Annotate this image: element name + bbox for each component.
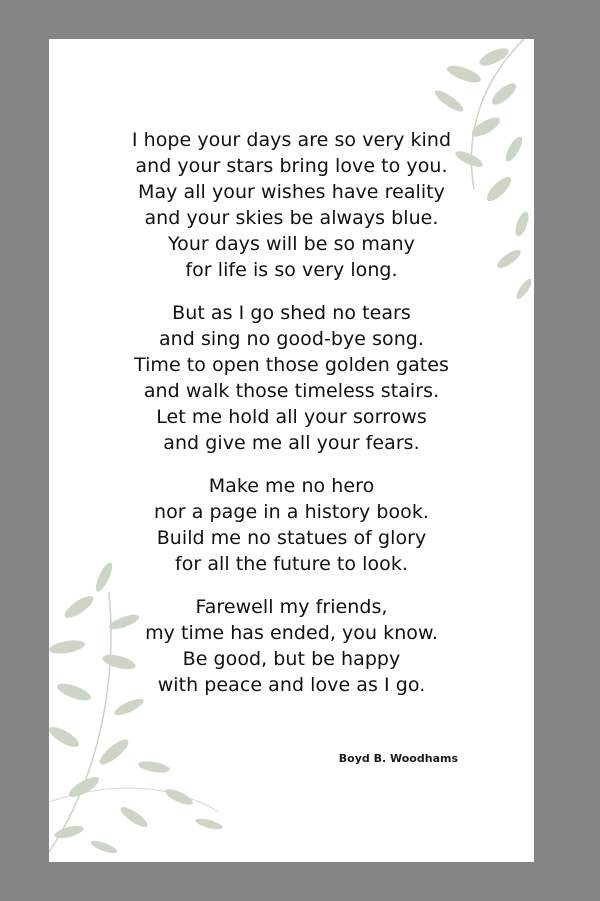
poem-card: [49, 39, 534, 862]
poem-line: But as I go shed no tears: [172, 302, 411, 324]
poem-line: my time has ended, you know.: [145, 622, 438, 644]
stanza-4: [49, 594, 534, 698]
poem-body: [49, 127, 534, 715]
stanza-3: [49, 473, 534, 577]
poem-line: Time to open those golden gates: [134, 354, 449, 376]
poem-line: I hope your days are so very kind: [131, 129, 452, 151]
poem-line: and give me all your fears.: [163, 432, 420, 454]
poem-line: Farewell my friends,: [195, 596, 388, 618]
poem-line: and your skies be always blue.: [144, 207, 439, 229]
poem-line: and sing no good-bye song.: [158, 328, 425, 350]
poem-line: for all the future to look.: [174, 553, 408, 575]
poem-line: nor a page in a history book.: [154, 501, 429, 523]
poem-line: for life is so very long.: [185, 259, 398, 281]
poem-line: May all your wishes have reality: [138, 181, 445, 203]
poem-line: Make me no hero: [208, 475, 375, 497]
poem-line: Let me hold all your sorrows: [156, 406, 427, 428]
poem-line: and your stars bring love to you.: [135, 155, 448, 177]
stanza-2: [49, 300, 534, 456]
poem-line: Your days will be so many: [168, 233, 415, 255]
poem-line: and walk those timeless stairs.: [143, 380, 440, 402]
poem-line: with peace and love as I go.: [157, 674, 426, 696]
stanza-1: [49, 127, 534, 283]
poem-line: Be good, but be happy: [182, 648, 401, 670]
poem-author: Boyd B. Woodhams: [338, 752, 458, 765]
poem-line: Build me no statues of glory: [156, 527, 427, 549]
